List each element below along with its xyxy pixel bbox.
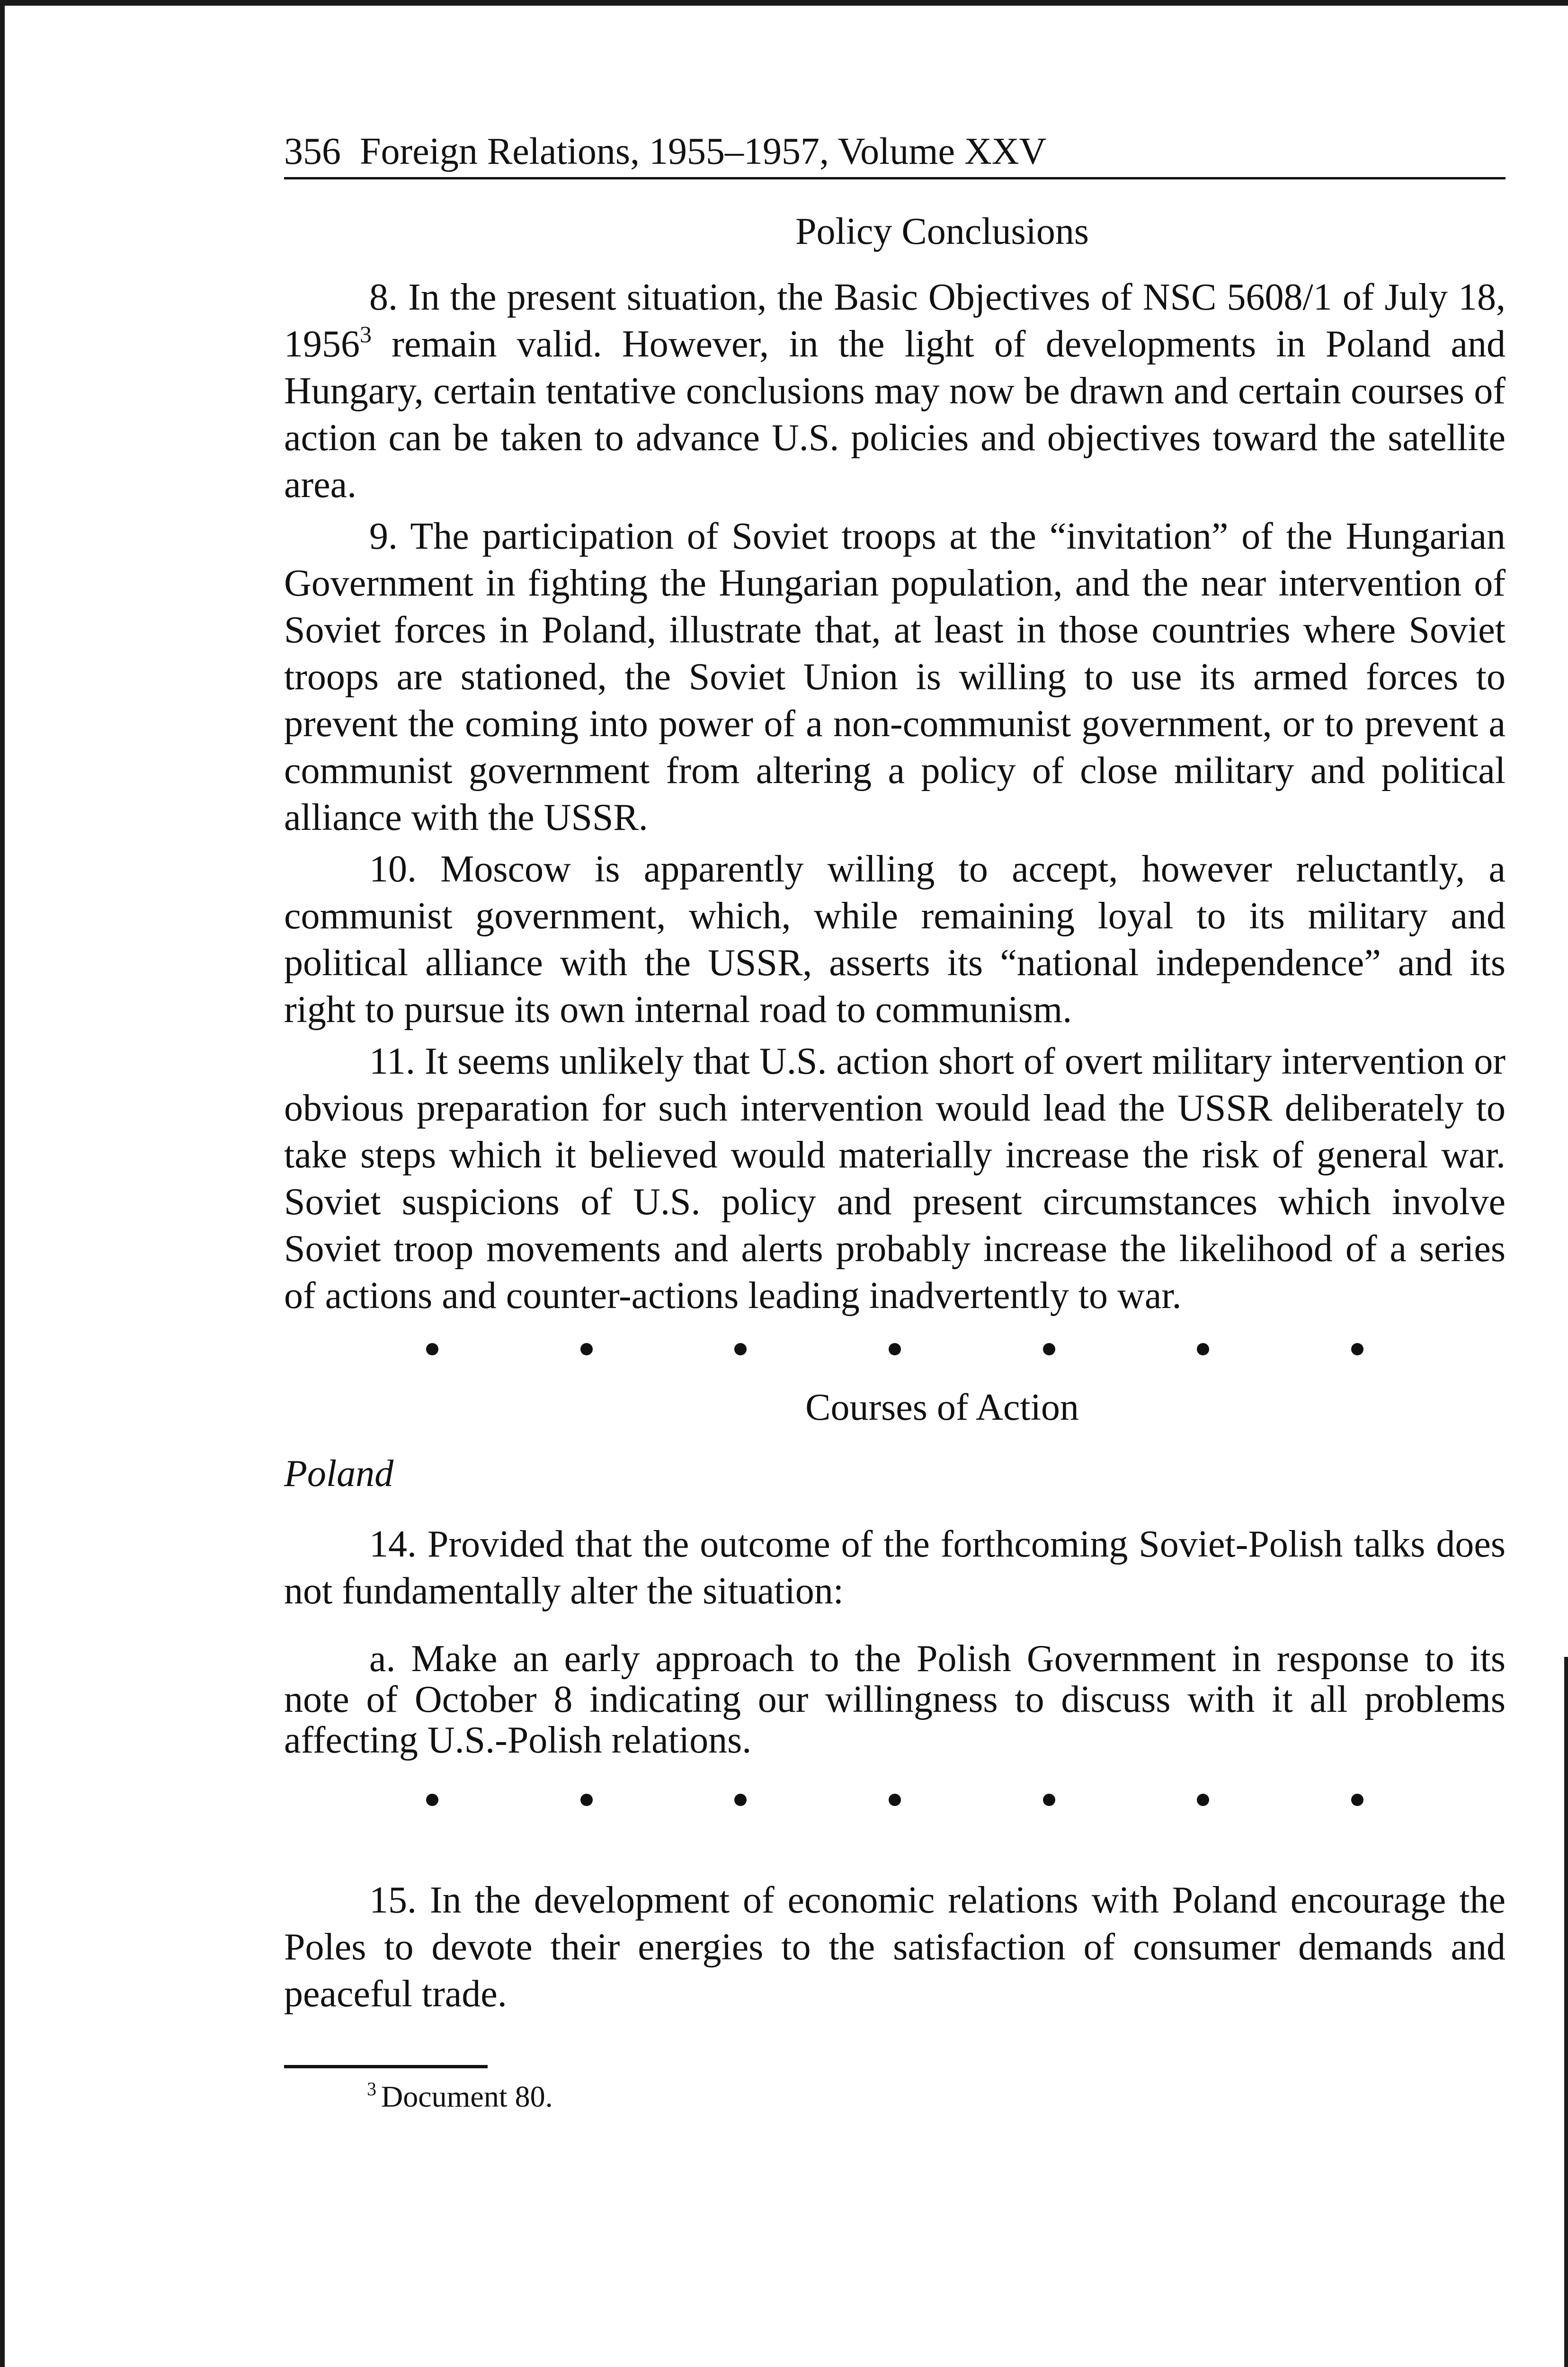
- omission-dot: [580, 1794, 593, 1806]
- document-page: [284, 128, 1506, 2116]
- omission-dot: [1351, 1794, 1363, 1806]
- page-number: 356: [284, 131, 341, 172]
- paragraph-15: 15. In the development of economic relations with Poland encourage the Poles to devote their energies to the satisfaction of consumer demands and peaceful trade.: [284, 1879, 1506, 2015]
- section-title-courses-of-action: Courses of Action: [805, 1387, 1079, 1428]
- paragraph-10: 10. Moscow is apparently willing to accept, however reluctantly, a communist government, which, while remaining loyal to its military and political alliance with the USSR, asserts its “national independence” and its right to pursue its own internal road to communism.: [284, 848, 1506, 1031]
- omission-dot: [734, 1343, 747, 1355]
- running-head: [284, 128, 1506, 179]
- paragraph-8: [284, 274, 1506, 508]
- omission-dot: [1351, 1343, 1363, 1355]
- paragraph-11: 11. It seems unlikely that U.S. action short of overt military intervention or obvious preparation for such intervention would lead the USSR deliberately to take steps which it believed would materially increase the risk of general war. Soviet suspicions of U.S. policy and present circumstances which involve Soviet troop movements and alerts probably increase the likelihood of a series of actions and counter-actions leading inadvertently to war.: [284, 1041, 1506, 1317]
- footnote-rule: [284, 2065, 488, 2068]
- paragraph-8-text-b: remain valid. However, in the light of developments in Poland and Hungary, certain tentative conclusions may now be drawn and certain courses of action can be taken to advance U.S. policies and objectives toward the satellite area.: [284, 323, 1506, 506]
- omission-dot: [889, 1343, 901, 1355]
- footnote-text: Document 80.: [381, 2080, 553, 2113]
- omission-dot: [1197, 1343, 1209, 1355]
- omission-dot: [1197, 1794, 1209, 1806]
- footnote-reference: 3: [360, 321, 372, 347]
- omission-marker: [284, 1343, 1506, 1355]
- paragraph-14: 14. Provided that the outcome of the forthcoming Soviet-Polish talks does not fundamentally alter the situation:: [284, 1523, 1506, 1612]
- scan-border-right: [1564, 1657, 1568, 2367]
- paragraph-8-text-a: 8. In the present situation, the Basic Objectives of NSC 5608/1 of July 18, 1956: [284, 276, 1506, 365]
- footnote: [284, 2078, 1506, 2116]
- volume-title: Foreign Relations, 1955–1957, Volume XXV: [360, 131, 1047, 172]
- scan-border-top: [0, 0, 1568, 6]
- omission-dot: [889, 1794, 901, 1806]
- omission-dot: [580, 1343, 593, 1355]
- omission-dot: [426, 1794, 438, 1806]
- section-title-policy-conclusions: Policy Conclusions: [795, 211, 1089, 252]
- omission-marker: [284, 1794, 1506, 1806]
- scan-border-left: [0, 0, 5, 2367]
- footnote-mark: 3: [367, 2078, 376, 2100]
- paragraph-9: 9. The participation of Soviet troops at the “invitation” of the Hungarian Government in fighting the Hungarian population, and the near intervention of Soviet forces in Poland, illustrate that, at least in those countries where Soviet troops are stationed, the Soviet Union is willing to use its armed forces to prevent the coming into power of a non-communist government, or to prevent a communist government from altering a policy of close military and political alliance with the USSR.: [284, 516, 1506, 838]
- omission-dot: [1043, 1794, 1055, 1806]
- omission-dot: [1043, 1343, 1055, 1355]
- omission-dot: [734, 1794, 747, 1806]
- subhead-poland: Poland: [284, 1453, 394, 1495]
- omission-dot: [426, 1343, 438, 1355]
- paragraph-14a: a. Make an early approach to the Polish Government in response to its note of October 8 indicating our willingness to discuss with it all problems affecting U.S.-Polish relations.: [284, 1638, 1506, 1761]
